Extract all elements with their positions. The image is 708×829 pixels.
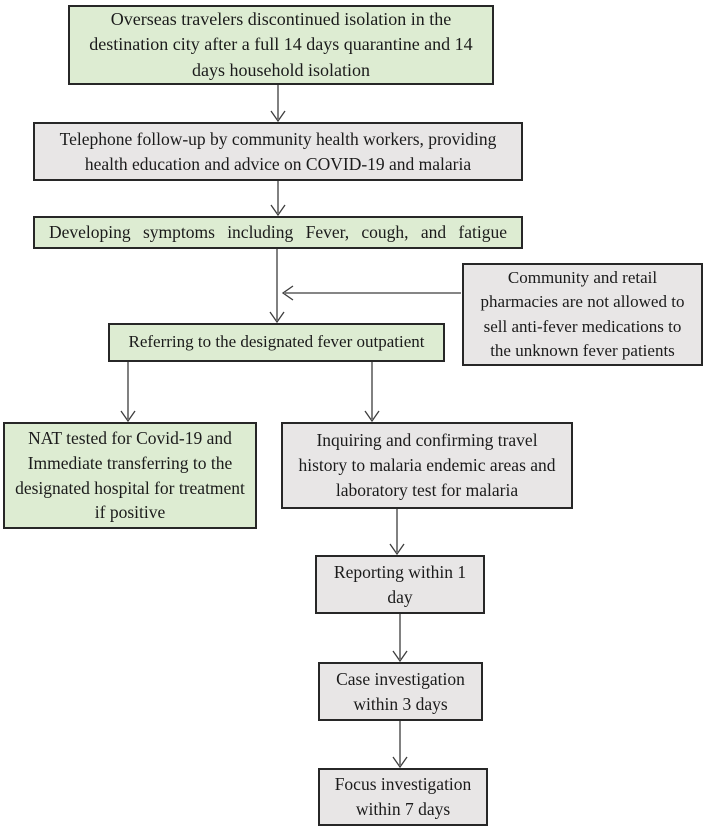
node-pharmacies-restriction <box>462 263 703 366</box>
node-inquiring-travel-history <box>281 422 573 509</box>
arrow-telephone-to-symptoms <box>271 181 285 215</box>
node-inquiring-travel-history-label: Inquiring and confirming travel history to malaria endemic areas and laboratory test for malaria <box>298 430 556 500</box>
node-telephone-followup <box>33 122 523 181</box>
node-overseas-isolation-label: Overseas travelers discontinued isolation in the destination city after a full 14 days quarantine and 14 days household isolation <box>89 8 473 80</box>
node-pharmacies-restriction-label: Community and retail pharmacies are not allowed to sell anti-fever medications to the unknown fever patients <box>480 268 685 360</box>
node-referring-fever-outpatient-label: Referring to the designated fever outpatient <box>128 332 425 352</box>
node-referring-fever-outpatient <box>108 323 445 362</box>
arrow-symptoms-to-referring <box>270 249 284 322</box>
arrow-overseas-to-telephone <box>271 85 285 121</box>
arrow-reporting-to-case <box>393 614 407 661</box>
node-developing-symptoms-label: Developing symptoms including Fever, cough, and fatigue <box>49 222 507 243</box>
arrow-pharmacies-to-connector <box>283 286 461 300</box>
node-reporting-1-day-label: Reporting within 1 day <box>333 561 467 607</box>
arrow-referring-to-inquiring <box>365 362 379 421</box>
node-nat-test-transfer <box>3 422 257 529</box>
node-case-investigation-3-days <box>318 662 483 721</box>
node-telephone-followup-label: Telephone follow-up by community health workers, providing health education and advice on COVID-19 and malaria <box>59 128 497 174</box>
node-reporting-1-day <box>315 555 485 614</box>
arrow-referring-to-nat <box>121 362 135 421</box>
node-nat-test-transfer-label: NAT tested for Covid-19 and Immediate transferring to the designated hospital for treatment if positive <box>15 427 245 523</box>
node-case-investigation-3-days-label: Case investigation within 3 days <box>336 668 465 714</box>
arrow-inquiring-to-reporting <box>390 509 404 554</box>
node-focus-investigation-7-days <box>318 768 488 826</box>
node-developing-symptoms <box>33 216 523 249</box>
node-focus-investigation-7-days-label: Focus investigation within 7 days <box>334 774 472 819</box>
arrow-case-to-focus <box>393 721 407 767</box>
node-overseas-isolation <box>68 5 494 85</box>
